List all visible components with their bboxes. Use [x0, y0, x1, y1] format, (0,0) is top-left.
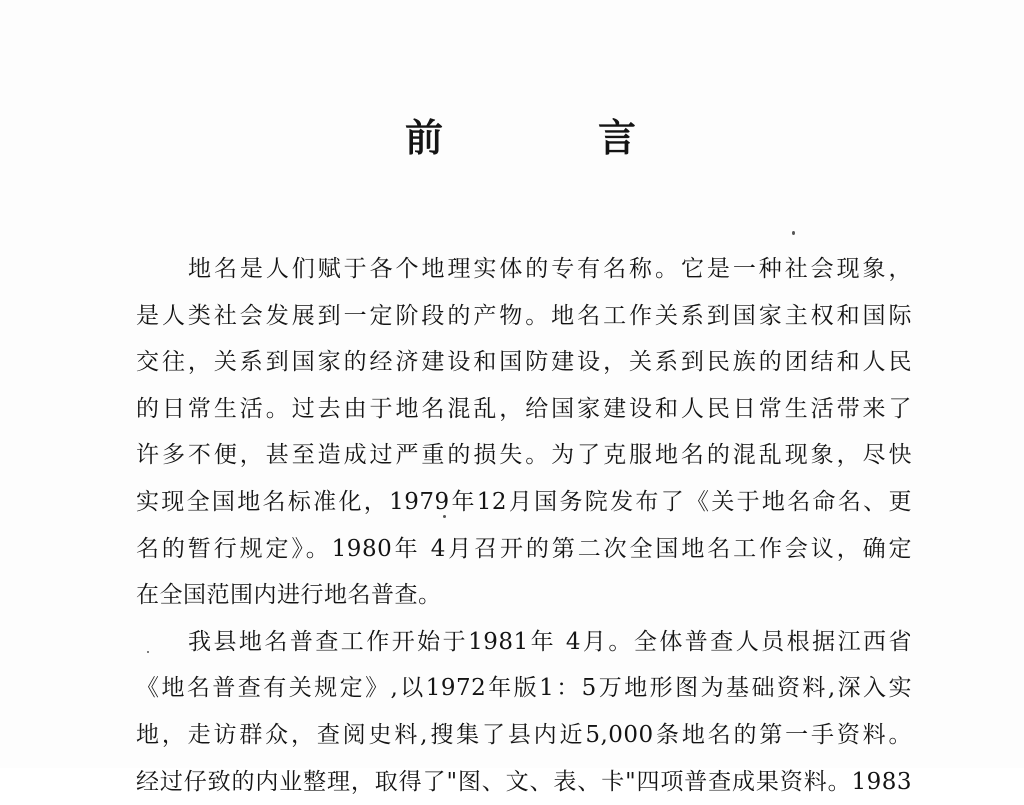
- text-line: 地名是人们赋于各个地理实体的专有名称。它是一种社会现象，: [188, 256, 912, 282]
- text-line: 实现全国地名标准化，1979年12月国务院发布了《关于地名命名、更: [136, 488, 912, 515]
- paragraph-1: [136, 246, 912, 619]
- title-char-1: 前: [405, 115, 444, 160]
- text-line: 我县地名普查工作开始于1981年 4月。全体普查人员根据江西省: [188, 628, 912, 655]
- page-title: [0, 112, 1024, 164]
- text-line: 的日常生活。过去由于地名混乱，给国家建设和人民日常生活带来了: [136, 395, 912, 422]
- scan-speck: [443, 515, 446, 518]
- text-line: 在全国范围内进行地名普查。: [136, 582, 442, 609]
- scan-speck: [792, 231, 795, 235]
- text-line: 是人类社会发展到一定阶段的产物。地名工作关系到国家主权和国际: [136, 302, 912, 329]
- text-line-partial: 经过仔致的内业整理，取得了"图、文、表、卡"四项普查成果资料。1983: [136, 768, 912, 795]
- text-line: 名的暂行规定》。1980年 4月召开的第二次全国地名工作会议，确定: [136, 535, 912, 562]
- text-line: 《地名普查有关规定》,以1972年版1：5万地形图为基础资料,深入实: [136, 675, 912, 702]
- text-line: 许多不便，甚至造成过严重的损失。为了克服地名的混乱现象，尽快: [136, 442, 912, 469]
- text-line: 交往，关系到国家的经济建设和国防建设，关系到民族的团结和人民: [136, 349, 912, 376]
- title-char-2: 言: [598, 115, 637, 160]
- paragraph-2: [136, 619, 912, 795]
- scan-speck: [147, 651, 149, 653]
- body-text: [136, 246, 912, 795]
- text-line: 地，走访群众，查阅史料,搜集了县内近5,000条地名的第一手资料。: [136, 721, 912, 748]
